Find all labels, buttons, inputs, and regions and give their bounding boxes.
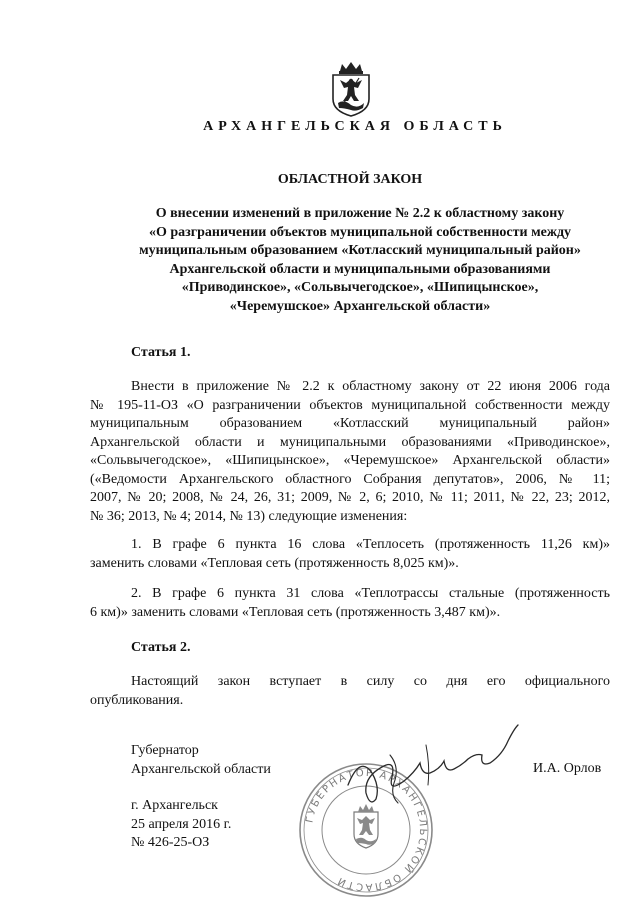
law-title-line: муниципальным образованием «Котласский муниципальный район» bbox=[139, 243, 581, 258]
article-2-heading: Статья 2. bbox=[131, 640, 191, 655]
city: г. Архангельск bbox=[131, 798, 218, 813]
handwritten-signature-icon bbox=[330, 715, 530, 815]
law-number: № 426-25-ОЗ bbox=[131, 835, 210, 850]
paragraph-line: 1. В графе 6 пункта 16 слова «Теплосеть (протяженность 11,26 км)» bbox=[131, 537, 610, 552]
article-2-text bbox=[90, 673, 610, 710]
law-title-line: «О разграничении объектов муниципальной собственности между bbox=[148, 224, 572, 240]
law-type: ОБЛАСТНОЙ ЗАКОН bbox=[277, 172, 423, 187]
paragraph-line: 2. В графе 6 пункта 31 слова «Теплотрассы стальные (протяженность bbox=[131, 586, 610, 601]
paragraph-line: опубликования. bbox=[90, 692, 184, 708]
seal-text: ГУБЕРНАТОР АРХАНГЕЛЬСКОЙ ОБЛАСТИ bbox=[304, 767, 429, 893]
law-title-line: О внесении изменений в приложение № 2.2 к областному закону bbox=[155, 206, 565, 221]
article-1-intro bbox=[90, 378, 610, 526]
article-1-item-1 bbox=[90, 536, 610, 573]
paragraph-line: 6 км)» заменить словами «Тепловая сеть (протяженность 3,487 км)». bbox=[90, 604, 501, 620]
law-title-line: «Черемушское» Архангельской области» bbox=[229, 298, 491, 314]
signer-name: И.А. Орлов bbox=[533, 761, 602, 776]
paragraph-line: муниципальным образованием «Котласский муниципальный район» bbox=[90, 416, 610, 431]
position-line: Губернатор bbox=[131, 743, 199, 758]
law-title-line: «Приводинское», «Сольвычегодское», «Шипицынское», bbox=[181, 280, 539, 295]
date: 25 апреля 2016 г. bbox=[131, 816, 232, 832]
coat-of-arms-icon bbox=[326, 61, 376, 117]
law-title-line: Архангельской области и муниципальными образованиями bbox=[169, 261, 551, 277]
paragraph-line: 2007, № 20; 2008, № 24, 26, 31; 2009, № 2, 6; 2010, № 11; 2011, № 22, 23; 2012, bbox=[90, 490, 610, 505]
article-1-item-2 bbox=[90, 585, 610, 622]
paragraph-line: Внести в приложение № 2.2 к областному закону от 22 июня 2006 года bbox=[131, 379, 610, 394]
position-line: Архангельской области bbox=[131, 761, 271, 777]
law-title bbox=[110, 205, 610, 316]
article-1-heading: Статья 1. bbox=[131, 345, 191, 360]
paragraph-line: Настоящий закон вступает в силу со дня его официального bbox=[131, 674, 610, 689]
paragraph-line: «Сольвычегодское», «Шипицынское», «Черемушское» Архангельской области» bbox=[90, 453, 610, 468]
paragraph-line: заменить словами «Тепловая сеть (протяженность 8,025 км)». bbox=[90, 555, 459, 571]
governor-position bbox=[131, 742, 271, 779]
paragraph-line: № 36; 2013, № 4; 2014, № 13) следующие изменения: bbox=[90, 508, 408, 524]
paragraph-line: № 195-11-ОЗ «О разграничении объектов муниципальной собственности между bbox=[90, 397, 610, 413]
document-footer bbox=[131, 797, 231, 853]
paragraph-line: Архангельской области и муниципальными образованиями «Приводинское», bbox=[90, 434, 610, 450]
region-name: АРХАНГЕЛЬСКАЯ ОБЛАСТЬ bbox=[203, 119, 507, 134]
paragraph-line: («Ведомости Архангельского областного Собрания депутатов», 2006, № 11; bbox=[90, 471, 610, 487]
